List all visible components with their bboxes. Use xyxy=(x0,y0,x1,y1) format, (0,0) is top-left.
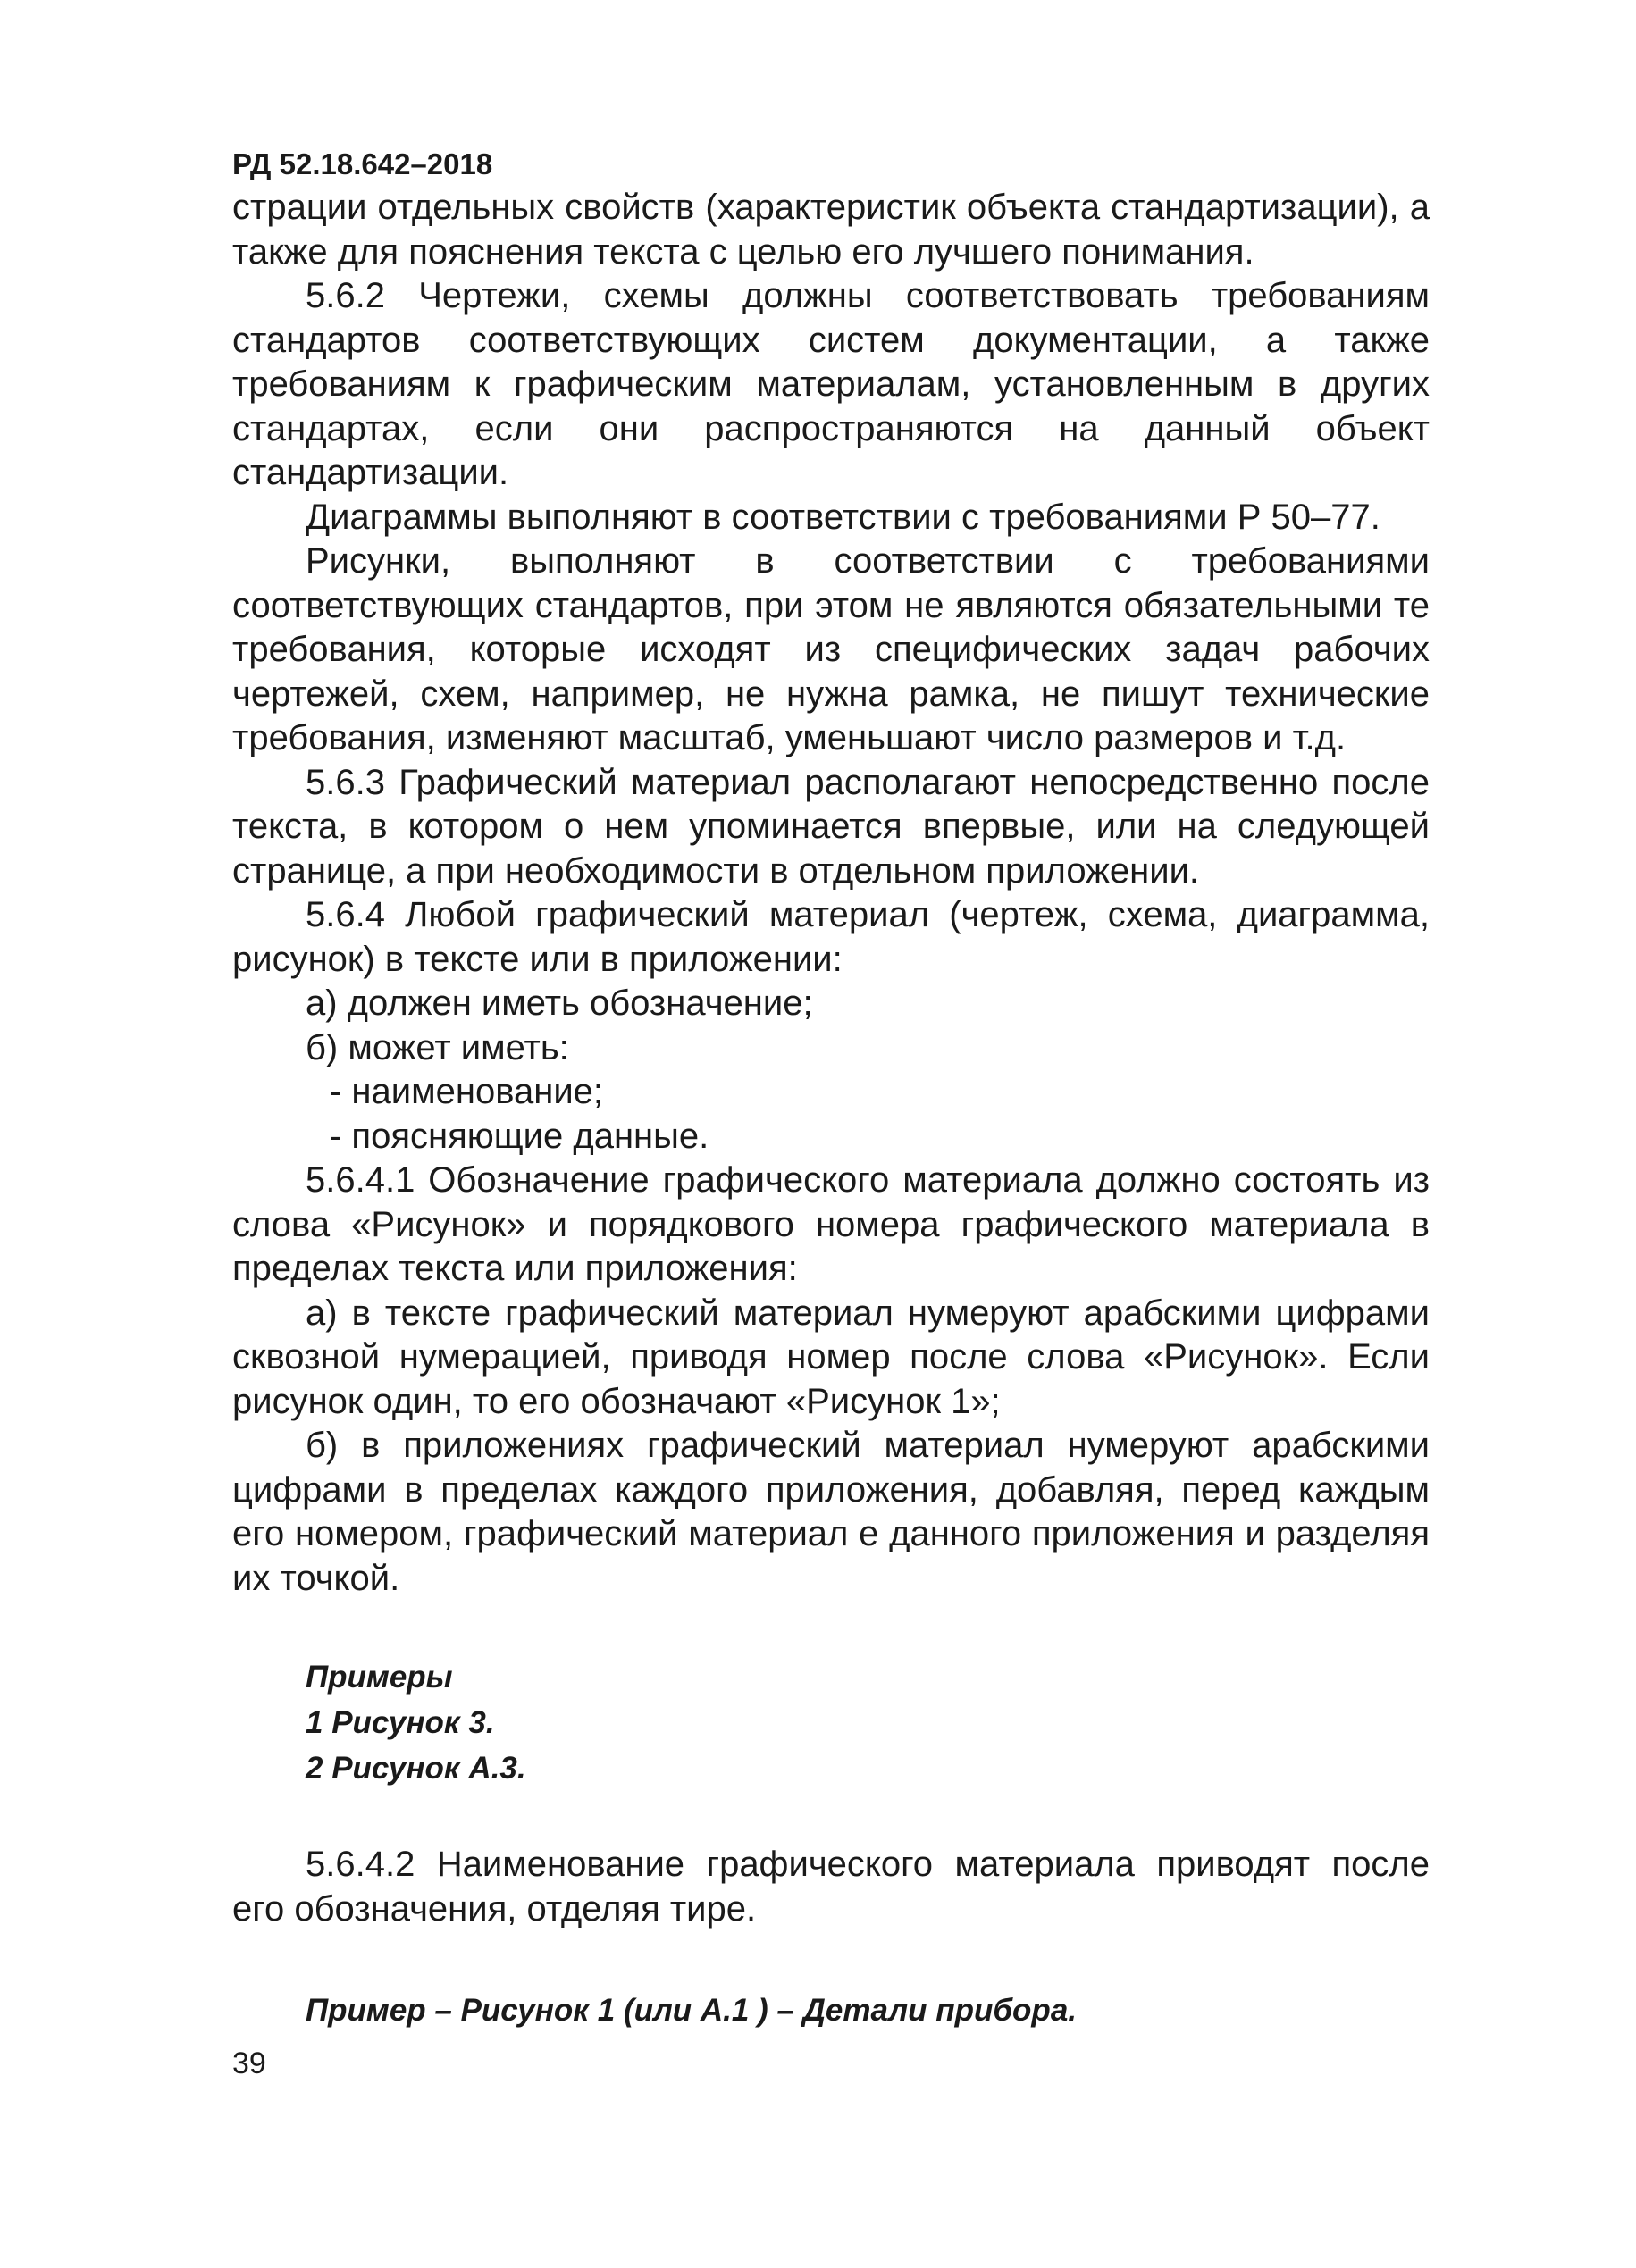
sub-item-explanatory: - поясняющие данные. xyxy=(330,1116,709,1156)
list-item-b: б) может иметь: xyxy=(306,1027,569,1067)
document-header: РД 52.18.642–2018 xyxy=(232,147,493,180)
examples-title: Примеры xyxy=(306,1660,453,1695)
paragraph-numbering-text: а) в тексте графический материал нумеруют арабскими цифрами сквозной нумерацией, приводя номер после слова «Рисунок». Если рисунок один, то его обозначают «Рисунок 1»; xyxy=(232,1293,1430,1421)
page-number: 39 xyxy=(232,2046,266,2080)
paragraph-5-6-4: 5.6.4 Любой графический материал (чертеж, схема, диаграмма, рисунок) в тексте или в приложении: xyxy=(232,895,1430,979)
paragraph-5-6-4-1: 5.6.4.1 Обозначение графического материала должно состоять из слова «Рисунок» и порядкового номера графического материала в пределах текста или приложения: xyxy=(232,1160,1430,1288)
paragraph-5-6-3: 5.6.3 Графический материал располагают непосредственно после текста, в котором о нем упоминается впервые, или на следующей странице, а при необходимости в отдельном приложении. xyxy=(232,762,1430,891)
list-item-a: а) должен иметь обозначение; xyxy=(306,983,813,1023)
example-2: 2 Рисунок А.3. xyxy=(306,1751,526,1786)
paragraph-numbering-appendix: б) в приложениях графический материал нумеруют арабскими цифрами в пределах каждого приложения, добавляя, перед каждым его номером, графический материал е данного приложения и разделяя их точкой. xyxy=(232,1426,1430,1598)
paragraph-5-6-4-2: 5.6.4.2 Наименование графического материала приводят после его обозначения, отделяя тире. xyxy=(232,1845,1430,1929)
paragraph-figures: Рисунки, выполняют в соответствии с требованиями соответствующих стандартов, при этом не являются обязательными те требования, которые исходят из специфических задач рабочих чертежей, схем, например, не нужна рамка, не пишут технические требования, изменяют масштаб, уменьшают число размеров и т.д. xyxy=(232,541,1430,757)
sub-item-name: - наименование; xyxy=(330,1072,604,1111)
paragraph-diagrams: Диаграммы выполняют в соответствии с требованиями Р 50–77. xyxy=(306,497,1380,537)
examples-block xyxy=(232,1654,1430,1791)
document-page xyxy=(232,143,1430,2033)
example-line: Пример – Рисунок 1 (или А.1 ) – Детали прибора. xyxy=(306,1993,1078,2028)
paragraph-5-6-2: 5.6.2 Чертежи, схемы должны соответствовать требованиям стандартов соответствующих систем документации, а также требованиям к графическим материалам, установленным в других стандартах, если они распространяются на данный объект стандартизации. xyxy=(232,276,1430,492)
example-1: 1 Рисунок 3. xyxy=(306,1705,495,1740)
paragraph-continuation: страции отдельных свойств (характеристик объекта стандартизации), а также для пояснения текста с целью его лучшего понимания. xyxy=(232,188,1430,272)
